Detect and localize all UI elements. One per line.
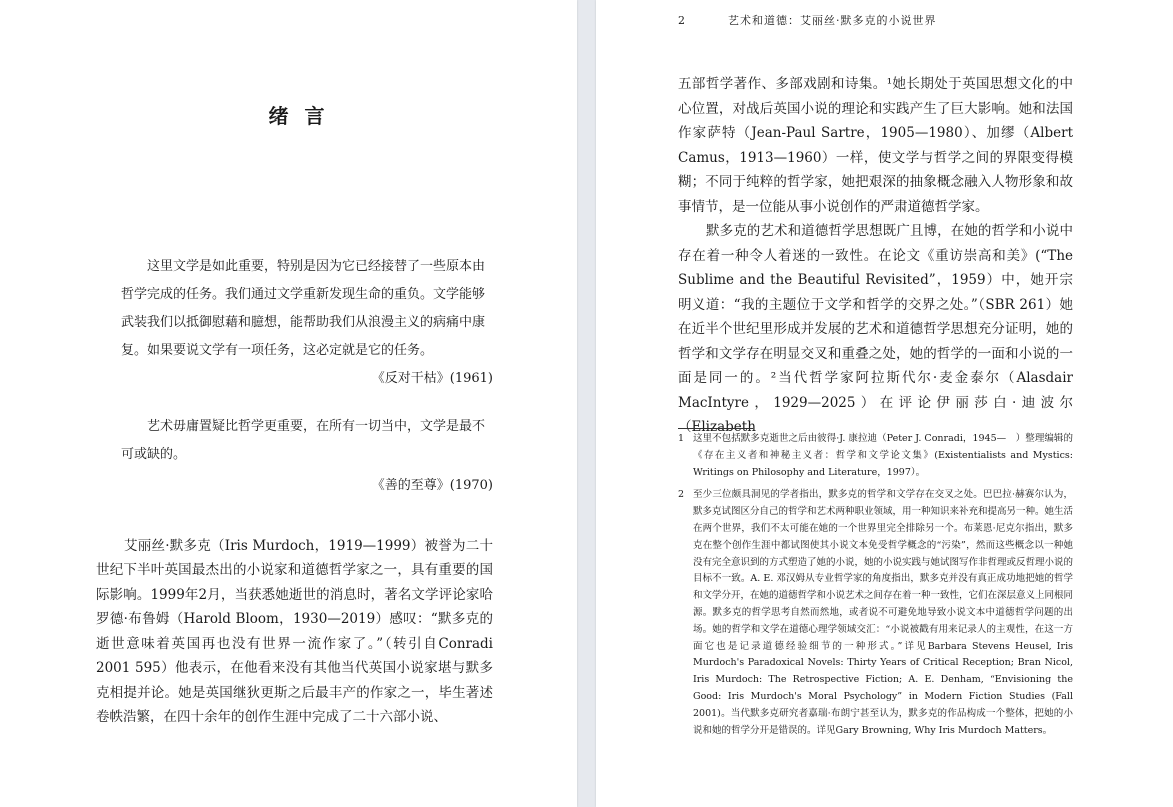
right-paragraph-2: 默多克的艺术和道德哲学思想既广且博，在她的哲学和小说中存在着一种令人着迷的一致性。在论文《重访崇高和美》(“The Sublime and the Beautiful Revisited”，1959）中，她开宗明义道：“我的主题位于文学和哲学的交界之处。”（SBR 261）她在近半个世纪里形成并发展的艺术和道德哲学思想充分证明，她的哲学和文学存在明显交叉和重叠之处，她的哲学的一面和小说的一面是同一的。²当代哲学家阿拉斯代尔·麦金泰尔（Alasdair MacIntyre，1929—2025）在评论伊丽莎白·迪波尔（Elizabeth	[678, 223, 1073, 435]
epigraph-2-source: 《善的至尊》(1970)	[371, 478, 493, 493]
footnote-number: 2	[678, 489, 685, 501]
running-header	[678, 12, 937, 28]
right-page	[596, 0, 1173, 807]
footnotes	[678, 431, 1073, 739]
page-number: 2	[678, 14, 686, 27]
left-body-paragraph: 艾丽丝·默多克（Iris Murdoch，1919—1999）被誉为二十世纪下半叶英国最杰出的小说家和道德哲学家之一，具有重要的国际影响。1999年2月，当获悉她逝世的消息时，著名文学评论家哈罗德·布鲁姆（Harold Bloom，1930—2019）感叹：“默多克的逝世意味着英国再也没有世界一流作家了。”（转引自Conradi 2001 595）他表示，在他看来没有其他当代英国小说家堪与默多克相提并论。她是英国继狄更斯之后最丰产的作家之一，毕生著述卷帙浩繁，在四十余年的创作生涯中完成了二十六部小说、	[96, 537, 493, 725]
right-body	[678, 72, 1073, 440]
running-title: 艺术和道德：艾丽丝·默多克的小说世界	[728, 14, 937, 27]
epigraph-1-source: 《反对干枯》(1961)	[371, 371, 493, 386]
footnote-2	[678, 487, 1073, 739]
footnote-divider	[678, 428, 753, 429]
footnote-text: 至少三位颇具洞见的学者指出，默多克的哲学和文学存在交叉之处。巴巴拉·赫赛尔认为，默多克试图区分自己的哲学和艺术两种职业领域，用一种知识来补充和提高另一种。她生活在两个世界，我们不太可能在她的一个世界里完全排除另一个。布莱恩·尼克尔指出，默多克在整个创作生涯中都试图使其小说文本免受哲学概念的“污染”，然而这些概念以一种她没有完全意识到的方式塑造了她的小说，她的小说实践与她试图写作非哲理或反哲理小说的目标不一致。A. E. 邓汉姆从专业哲学家的角度指出，默多克并没有真正成功地把她的哲学和文学分开，在她的道德哲学和小说艺术之间存在着一种一致性，它们在深层意义上同根同源。默多克的哲学思考自然而然地，或者说不可避免地导致小说文本中道德哲学问题的出场。她的哲学和文学在道德心理学领域交汇：“小说被戳有用来记录人的主观性，在这一方面它也是记录道德经验细节的一种形式。”详见Barbara Stevens Heusel, Iris Murdoch's Paradoxical Novels: Thirty Years of Critical Reception; Bran Nicol, Iris Murdoch: The Retrospective Fiction; A. E. Denham, “Envisioning the Good: Iris Murdoch's Moral Psychology” in Modern Fiction Studies (Fall 2001)。当代默多克研究者嘉瑞·布朗宁甚至认为，默多克的作品构成一个整体，把她的小说和她的哲学分开是错误的。详见Gary Browning, Why Iris Murdoch Matters。	[693, 489, 1074, 736]
right-paragraph-1: 五部哲学著作、多部戏剧和诗集。¹她长期处于英国思想文化的中心位置，对战后英国小说的理论和实践产生了巨大影响。她和法国作家萨特（Jean-Paul Sartre，1905—1980）、加缪（Albert Camus，1913—1960）一样，使文学与哲学之间的界限变得模糊；不同于纯粹的哲学家，她把艰深的抽象概念融入人物形象和故事情节，是一位能从事小说创作的严肃道德哲学家。	[678, 76, 1073, 215]
chapter-title: 绪言	[268, 104, 341, 128]
epigraph-1-text: 这里文学是如此重要，特别是因为它已经接替了一些原本由哲学完成的任务。我们通过文学重新发现生命的重负。文学能够武装我们以抵御慰藉和臆想，能帮助我们从浪漫主义的病痛中康复。如果要说文学有一项任务，这必定就是它的任务。	[121, 259, 486, 358]
left-page	[0, 0, 577, 807]
footnote-text: 这里不包括默多克逝世之后由彼得·J. 康拉迪（Peter J. Conradi，1945— ）整理编辑的《存在主义者和神秘主义者：哲学和文学论文集》(Existentialists and Mystics: Writings on Philosophy and Literature，1997）。	[693, 433, 1073, 478]
footnote-number: 1	[678, 433, 685, 444]
footnote-1	[678, 431, 1073, 481]
epigraph-2-text: 艺术毋庸置疑比哲学更重要，在所有一切当中，文学是最不可或缺的。	[121, 419, 486, 462]
